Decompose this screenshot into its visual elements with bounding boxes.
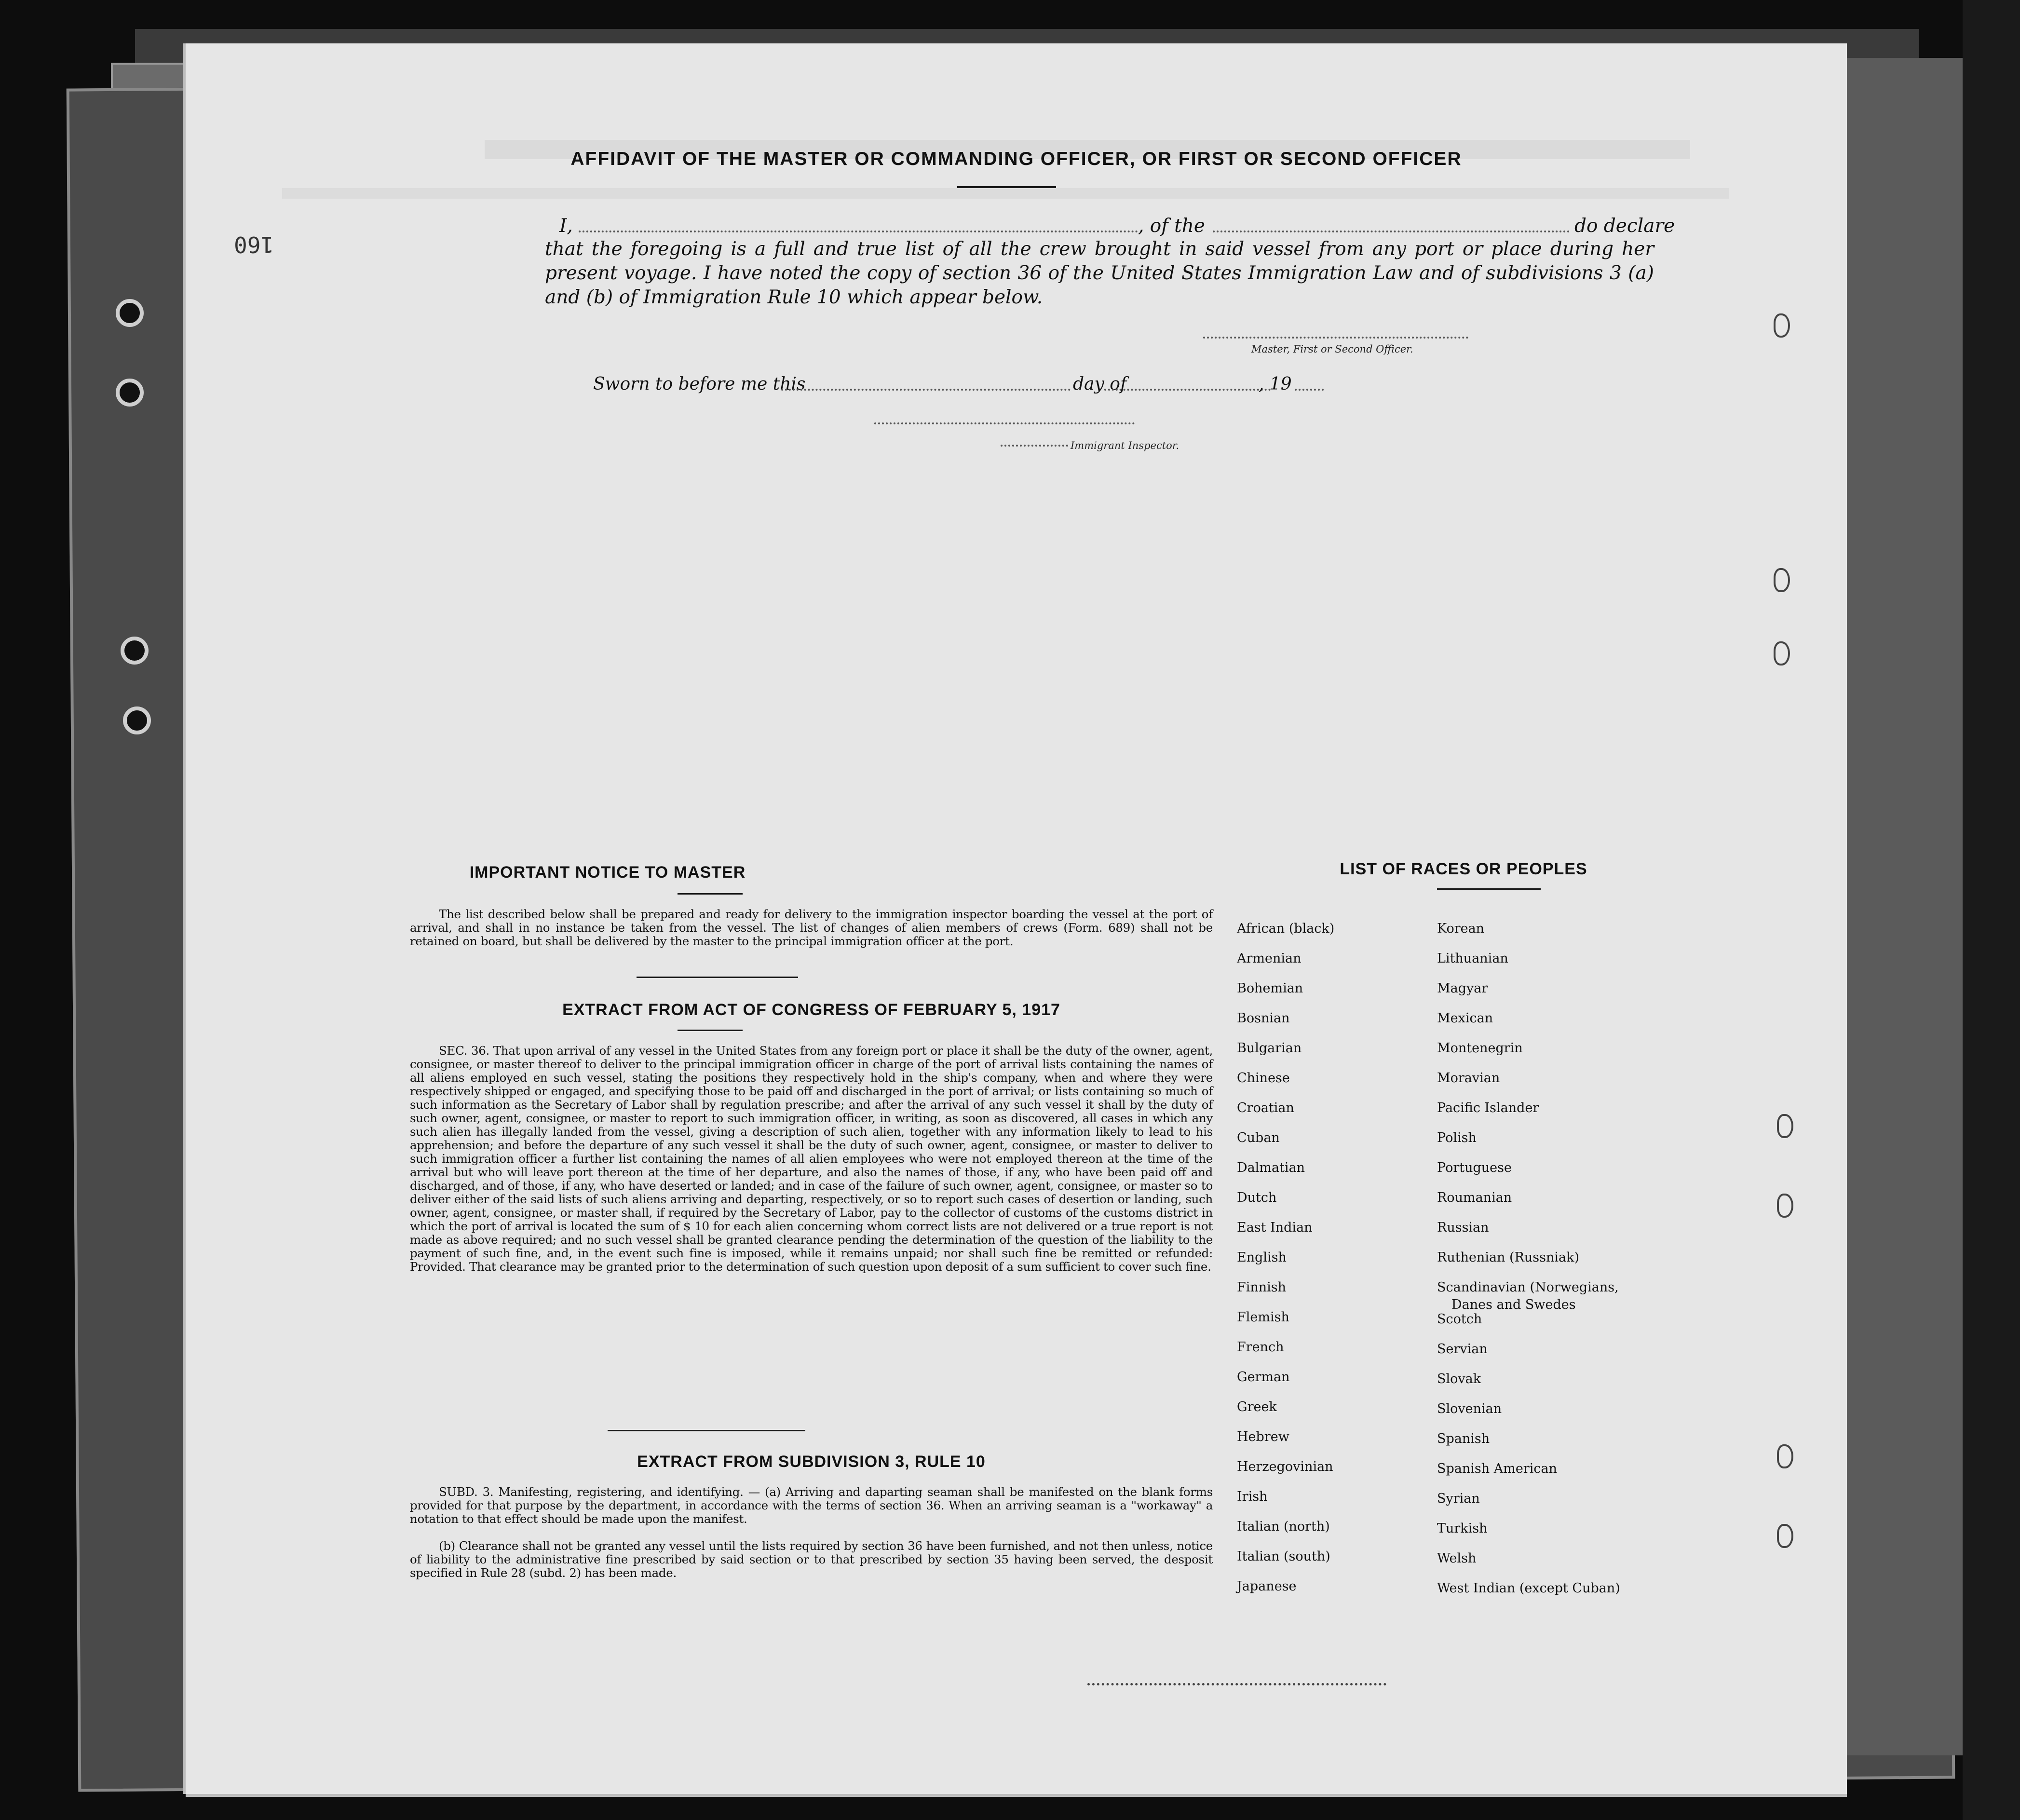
- binder-hole: [1777, 1194, 1793, 1218]
- master-signature-label: Master, First or Second Officer.: [1251, 343, 1413, 355]
- year-line: [1295, 389, 1324, 391]
- affidavit-do-declare: do declare: [1574, 215, 1675, 237]
- bleed-through-mark: [1087, 1683, 1386, 1685]
- race-item: Cuban: [1237, 1130, 1280, 1145]
- rule-title: EXTRACT FROM SUBDIVISION 3, RULE 10: [637, 1453, 986, 1471]
- race-item: Dutch: [1237, 1190, 1277, 1205]
- race-item: French: [1237, 1340, 1284, 1355]
- vessel-field-line: [1213, 231, 1570, 232]
- race-item: Servian: [1437, 1342, 1488, 1357]
- notice-body: The list described below shall be prepared and ready for delivery to the immigration inspector boarding the vessel at the port of arrival, and shall in no instance be taken from the vessel. The list of changes of alien members of crews (Form. 689) shall not be retained on board, but shall be delivered by the master to the principal immigration officer at the port.: [410, 907, 1213, 948]
- rule-body-b: (b) Clearance shall not be granted any vessel until the lists required by section 36 have been furnished, and not then unless, notice of liability to the administrative fine prescribed by said section or to that prescribed by section 35 having been served, the desposit specified in Rule 28 (subd. 2) has been made.: [410, 1539, 1213, 1580]
- bleed-through-mark: [282, 188, 1729, 199]
- race-item: Croatian: [1237, 1100, 1294, 1115]
- race-item: Roumanian: [1437, 1190, 1512, 1205]
- race-item: Slovak: [1437, 1372, 1481, 1386]
- race-item: Pacific Islander: [1437, 1100, 1539, 1115]
- binder-hole: [1774, 313, 1790, 338]
- race-item: Syrian: [1437, 1491, 1480, 1506]
- race-item: English: [1237, 1250, 1287, 1265]
- race-item: Russian: [1437, 1220, 1489, 1235]
- binder-hole: [1777, 1444, 1793, 1468]
- race-item: Polish: [1437, 1130, 1477, 1145]
- binder-hole: [123, 706, 151, 734]
- race-item: Bohemian: [1237, 981, 1303, 996]
- binder-hole: [1777, 1114, 1793, 1138]
- race-item: Ruthenian (Russniak): [1437, 1250, 1580, 1265]
- race-item: Scotch: [1437, 1312, 1482, 1327]
- race-item: Montenegrin: [1437, 1041, 1523, 1056]
- races-title: LIST OF RACES OR PEOPLES: [1340, 860, 1587, 878]
- race-item: Dalmatian: [1237, 1160, 1305, 1175]
- binder-edge: [1963, 0, 2020, 1820]
- inspector-dots: [1001, 445, 1068, 447]
- race-item: Spanish American: [1437, 1461, 1557, 1476]
- race-item: Scandinavian (Norwegians,: [1437, 1280, 1619, 1295]
- notice-title: IMPORTANT NOTICE TO MASTER: [469, 863, 746, 882]
- month-line: [1104, 389, 1271, 391]
- race-item: Bulgarian: [1237, 1041, 1302, 1056]
- race-item: Lithuanian: [1437, 951, 1508, 966]
- race-item: Portuguese: [1437, 1160, 1512, 1175]
- race-item: Herzegovinian: [1237, 1459, 1333, 1474]
- document-page: [186, 43, 1847, 1794]
- rule-body-a: SUBD. 3. Manifesting, registering, and identifying. — (a) Arriving and daparting seaman shall be manifested on the blank forms provided for that purpose by the department, in accordance with the terms of section 36. When an arriving seaman is a "workaway" a notation to that effect should be made upon the manifest.: [410, 1485, 1213, 1526]
- race-item: Moravian: [1437, 1071, 1500, 1086]
- divider-rule: [637, 977, 798, 978]
- act-title: EXTRACT FROM ACT OF CONGRESS OF FEBRUARY 5, 1917: [562, 1001, 1060, 1019]
- divider-rule: [608, 1430, 805, 1431]
- race-item: Turkish: [1437, 1521, 1488, 1536]
- affidavit-body: that the foregoing is a full and true list of all the crew brought in said vessel from any port or place during her present voyage. I have noted the copy of section 36 of the United States Immigration Law and of subdivisions 3 (a) and (b) of Immigration Rule 10 which appear below.: [545, 238, 1654, 308]
- affidavit-title: AFFIDAVIT OF THE MASTER OR COMMANDING OFFICER, OR FIRST OR SECOND OFFICER: [570, 149, 1462, 169]
- race-item: Irish: [1237, 1489, 1268, 1504]
- year-text: , 19: [1259, 374, 1292, 394]
- act-rule: [678, 1030, 743, 1031]
- race-item: German: [1237, 1370, 1290, 1385]
- master-signature-line: [1203, 337, 1468, 339]
- race-item: Japanese: [1237, 1579, 1297, 1594]
- sworn-text: Sworn to before me this: [593, 374, 806, 394]
- race-item: Greek: [1237, 1399, 1277, 1414]
- race-item: West Indian (except Cuban): [1437, 1581, 1620, 1596]
- race-item: Slovenian: [1437, 1401, 1502, 1416]
- race-item: Bosnian: [1237, 1011, 1290, 1026]
- inspector-signature-line: [874, 422, 1135, 424]
- race-item: Hebrew: [1237, 1429, 1289, 1444]
- race-item: East Indian: [1237, 1220, 1313, 1235]
- page-number: 160: [234, 231, 274, 258]
- race-item: Italian (north): [1237, 1519, 1330, 1534]
- race-item: Welsh: [1437, 1551, 1477, 1566]
- race-item: Korean: [1437, 921, 1485, 936]
- race-item: Armenian: [1237, 951, 1301, 966]
- day-of-text: day of: [1073, 374, 1127, 394]
- race-item: Finnish: [1237, 1280, 1287, 1295]
- sworn-day-line: [781, 389, 1071, 391]
- name-field-line: [579, 231, 1138, 232]
- title-rule: [957, 186, 1056, 188]
- binder-hole: [121, 637, 149, 665]
- race-item: Mexican: [1437, 1011, 1493, 1026]
- race-item: Flemish: [1237, 1310, 1289, 1325]
- affidavit-of-the: , of the: [1138, 215, 1205, 237]
- binder-strip: [1842, 58, 1963, 1755]
- races-rule: [1437, 888, 1541, 890]
- race-item: Spanish: [1437, 1431, 1490, 1446]
- binder-hole: [116, 299, 144, 327]
- race-item: Chinese: [1237, 1071, 1290, 1086]
- act-body: SEC. 36. That upon arrival of any vessel in the United States from any foreign port or place it shall be the duty of the owner, agent, consignee, or master thereof to deliver to the principal immigration officer in charge of the port of arrival lists containing the names of all aliens employed en such vessel, stating the positions they respectively hold in the ship's company, when and where they were respectively shipped or engaged, and specifying those to be paid off and discharged in the port of arrival; or lists containing so much of such information as the Secretary of Labor shall by regulation prescribe; and after the arrival of any such vessel it shall by the duty of such owner, agent, consignee, or master to report to such immigration officer, in writing, as soon as discovered, all cases in which any such alien has illegally landed from the vessel, giving a description of such alien, together with any information likely to lead to his apprehension; and before the departure of any such vessel it shall be the duty of such owner, agent, consignee, or master to deliver to such immigration officer a further list containing the names of all alien employees who were not employed thereon at the time of the arrival but who will leave port thereon at the time of her departure, and also the names of those, if any, who have been paid off and discharged, and of those, if any, who have deserted or landed; and in case of the failure of such owner, agent, consignee, or master so to deliver either of the said lists of such aliens arriving and departing, respectively, or so to report such cases of desertion or landing, such owner, agent, consignee, or master shall, if required by the Secretary of Labor, pay to the collector of customs of the customs district in which the port of arrival is located the sum of $ 10 for each alien concerning whom correct lists are not delivered or a true report is not made as above required; and no such vessel shall be granted clearance pending the determination of the question of the liability to the payment of such fine, and, in the event such fine is imposed, while it remains unpaid; nor shall such fine be remitted or refunded: Provided. That clearance may be granted prior to the determination of such question upon deposit of a sum sufficient to cover such fine.: [410, 1044, 1213, 1274]
- binder-hole: [1777, 1524, 1793, 1548]
- inspector-label: Immigrant Inspector.: [1071, 440, 1179, 451]
- race-item: Italian (south): [1237, 1549, 1330, 1564]
- binder-hole: [116, 379, 144, 407]
- affidavit-i: I,: [559, 215, 573, 237]
- notice-rule: [678, 893, 743, 895]
- race-item: African (black): [1237, 921, 1335, 936]
- race-item: Magyar: [1437, 981, 1488, 996]
- binder-hole: [1774, 641, 1790, 666]
- race-item: Danes and Swedes: [1451, 1297, 1576, 1312]
- binder-hole: [1774, 568, 1790, 592]
